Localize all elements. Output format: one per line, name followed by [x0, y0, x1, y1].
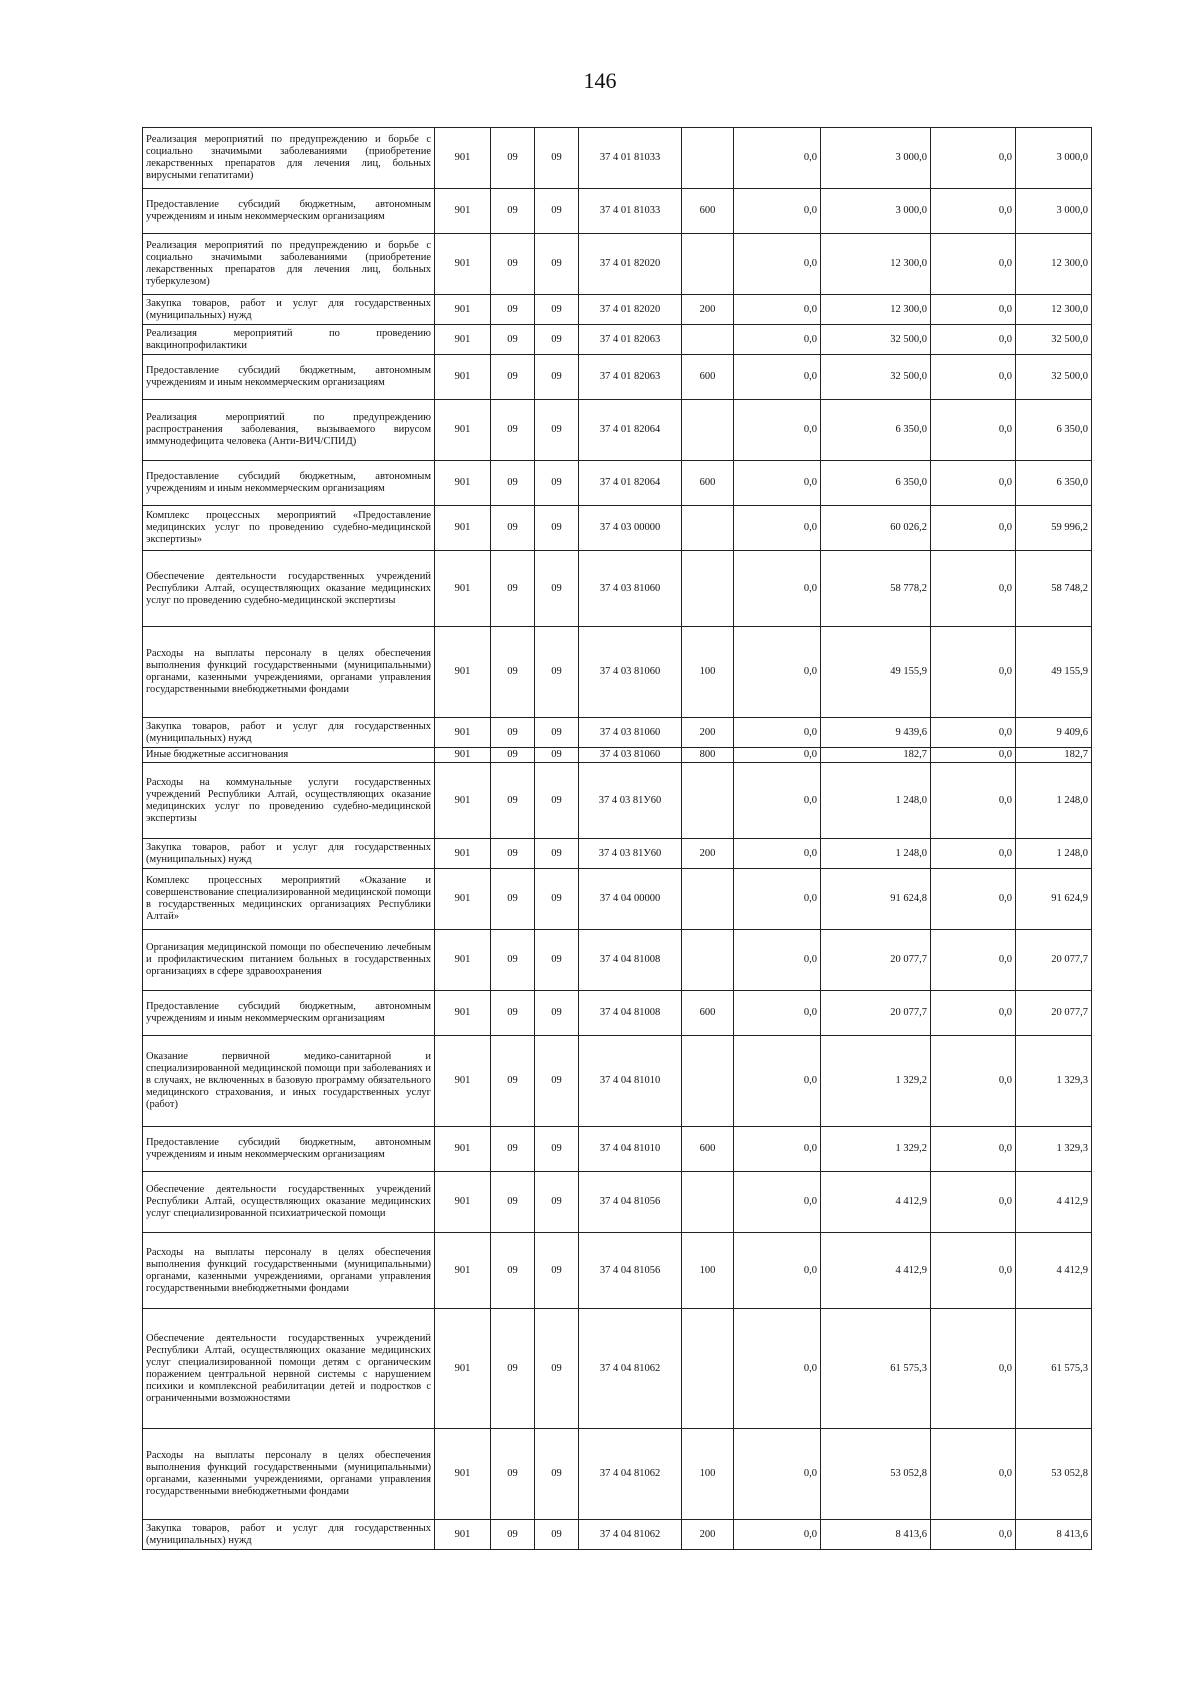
row-subsection-code: 09 — [535, 461, 579, 506]
row-amount-2: 60 026,2 — [821, 506, 931, 551]
row-ministry-code: 901 — [435, 763, 491, 839]
row-target-item-code: 37 4 01 82020 — [579, 234, 682, 295]
row-target-item-code: 37 4 03 81У60 — [579, 763, 682, 839]
row-expense-type-code — [682, 869, 734, 930]
row-amount-4: 1 248,0 — [1016, 763, 1092, 839]
table-row — [143, 551, 1092, 627]
row-target-item-code: 37 4 04 81062 — [579, 1429, 682, 1520]
row-subsection-code: 09 — [535, 189, 579, 234]
row-amount-1: 0,0 — [734, 234, 821, 295]
row-amount-3: 0,0 — [931, 869, 1016, 930]
row-amount-3: 0,0 — [931, 1036, 1016, 1127]
row-target-item-code: 37 4 04 81010 — [579, 1036, 682, 1127]
row-description: Предоставление субсидий бюджетным, автономным учреждениям и иным некоммерческим организациям — [143, 461, 435, 506]
row-description: Реализация мероприятий по предупреждению и борьбе с социально значимыми заболеваниями (приобретение лекарственных препаратов для лечения лиц, больных туберкулезом) — [143, 234, 435, 295]
row-amount-3: 0,0 — [931, 506, 1016, 551]
row-amount-1: 0,0 — [734, 295, 821, 325]
row-amount-2: 4 412,9 — [821, 1172, 931, 1233]
row-amount-2: 6 350,0 — [821, 400, 931, 461]
row-ministry-code: 901 — [435, 1127, 491, 1172]
row-amount-1: 0,0 — [734, 930, 821, 991]
row-amount-2: 49 155,9 — [821, 627, 931, 718]
row-amount-2: 32 500,0 — [821, 325, 931, 355]
row-expense-type-code: 600 — [682, 189, 734, 234]
row-amount-1: 0,0 — [734, 1127, 821, 1172]
row-section-code: 09 — [491, 355, 535, 400]
table-row — [143, 234, 1092, 295]
row-target-item-code: 37 4 03 00000 — [579, 506, 682, 551]
row-target-item-code: 37 4 03 81У60 — [579, 839, 682, 869]
row-ministry-code: 901 — [435, 930, 491, 991]
row-amount-2: 4 412,9 — [821, 1233, 931, 1309]
table-row — [143, 325, 1092, 355]
row-ministry-code: 901 — [435, 461, 491, 506]
row-target-item-code: 37 4 03 81060 — [579, 748, 682, 763]
row-amount-1: 0,0 — [734, 1036, 821, 1127]
row-amount-3: 0,0 — [931, 355, 1016, 400]
table-row — [143, 763, 1092, 839]
table-row — [143, 1172, 1092, 1233]
row-description: Оказание первичной медико-санитарной и специализированной медицинской помощи при заболеваниях и в случаях, не включенных в базовую программу обязательного медицинского страхования, и иных государственных услуг (работ) — [143, 1036, 435, 1127]
row-amount-3: 0,0 — [931, 551, 1016, 627]
row-section-code: 09 — [491, 930, 535, 991]
row-amount-1: 0,0 — [734, 1520, 821, 1550]
table-row — [143, 128, 1092, 189]
row-expense-type-code — [682, 325, 734, 355]
row-description: Реализация мероприятий по предупреждению и борьбе с социально значимыми заболеваниями (приобретение лекарственных препаратов для лечения лиц, больных вирусными гепатитами) — [143, 128, 435, 189]
row-expense-type-code — [682, 551, 734, 627]
row-description: Расходы на выплаты персоналу в целях обеспечения выполнения функций государственными (муниципальными) органами, казенными учреждениями, органами управления государственными внебюджетными фондами — [143, 1233, 435, 1309]
row-amount-1: 0,0 — [734, 1233, 821, 1309]
row-target-item-code: 37 4 01 82063 — [579, 325, 682, 355]
row-amount-3: 0,0 — [931, 1233, 1016, 1309]
row-section-code: 09 — [491, 189, 535, 234]
row-description: Предоставление субсидий бюджетным, автономным учреждениям и иным некоммерческим организациям — [143, 355, 435, 400]
row-amount-2: 1 248,0 — [821, 839, 931, 869]
row-amount-1: 0,0 — [734, 128, 821, 189]
table-row — [143, 1127, 1092, 1172]
row-ministry-code: 901 — [435, 718, 491, 748]
row-expense-type-code — [682, 1172, 734, 1233]
table-row — [143, 1233, 1092, 1309]
row-expense-type-code — [682, 400, 734, 461]
row-amount-4: 49 155,9 — [1016, 627, 1092, 718]
row-amount-3: 0,0 — [931, 930, 1016, 991]
row-amount-3: 0,0 — [931, 991, 1016, 1036]
row-amount-2: 6 350,0 — [821, 461, 931, 506]
table-row — [143, 839, 1092, 869]
row-description: Расходы на выплаты персоналу в целях обеспечения выполнения функций государственными (муниципальными) органами, казенными учреждениями, органами управления государственными внебюджетными фондами — [143, 627, 435, 718]
table-row — [143, 295, 1092, 325]
row-amount-4: 8 413,6 — [1016, 1520, 1092, 1550]
row-amount-2: 20 077,7 — [821, 930, 931, 991]
table-body — [143, 128, 1092, 1550]
row-target-item-code: 37 4 01 81033 — [579, 128, 682, 189]
row-section-code: 09 — [491, 234, 535, 295]
row-expense-type-code: 600 — [682, 461, 734, 506]
row-ministry-code: 901 — [435, 991, 491, 1036]
row-description: Иные бюджетные ассигнования — [143, 748, 435, 763]
row-amount-2: 32 500,0 — [821, 355, 931, 400]
row-expense-type-code: 200 — [682, 718, 734, 748]
row-expense-type-code: 200 — [682, 295, 734, 325]
row-description: Организация медицинской помощи по обеспечению лечебным и профилактическим питанием больных в государственных организациях в сфере здравоохранения — [143, 930, 435, 991]
row-amount-3: 0,0 — [931, 128, 1016, 189]
row-amount-4: 4 412,9 — [1016, 1172, 1092, 1233]
row-amount-2: 3 000,0 — [821, 189, 931, 234]
row-amount-4: 61 575,3 — [1016, 1309, 1092, 1429]
row-ministry-code: 901 — [435, 627, 491, 718]
row-description: Комплекс процессных мероприятий «Оказание и совершенствование специализированной медицинской помощи в государственных медицинских организациях Республики Алтай» — [143, 869, 435, 930]
row-amount-1: 0,0 — [734, 551, 821, 627]
row-amount-3: 0,0 — [931, 234, 1016, 295]
row-subsection-code: 09 — [535, 869, 579, 930]
row-amount-4: 182,7 — [1016, 748, 1092, 763]
row-amount-2: 58 778,2 — [821, 551, 931, 627]
row-ministry-code: 901 — [435, 1172, 491, 1233]
row-amount-4: 12 300,0 — [1016, 295, 1092, 325]
row-ministry-code: 901 — [435, 748, 491, 763]
row-amount-2: 9 439,6 — [821, 718, 931, 748]
row-subsection-code: 09 — [535, 763, 579, 839]
row-expense-type-code — [682, 506, 734, 551]
row-subsection-code: 09 — [535, 325, 579, 355]
row-ministry-code: 901 — [435, 400, 491, 461]
row-target-item-code: 37 4 04 81010 — [579, 1127, 682, 1172]
row-amount-1: 0,0 — [734, 718, 821, 748]
row-amount-4: 20 077,7 — [1016, 991, 1092, 1036]
row-description: Закупка товаров, работ и услуг для государственных (муниципальных) нужд — [143, 839, 435, 869]
row-expense-type-code — [682, 128, 734, 189]
row-ministry-code: 901 — [435, 325, 491, 355]
row-amount-2: 1 329,2 — [821, 1036, 931, 1127]
row-subsection-code: 09 — [535, 551, 579, 627]
row-amount-1: 0,0 — [734, 627, 821, 718]
row-amount-4: 32 500,0 — [1016, 325, 1092, 355]
row-expense-type-code — [682, 1036, 734, 1127]
row-ministry-code: 901 — [435, 234, 491, 295]
row-amount-3: 0,0 — [931, 295, 1016, 325]
row-subsection-code: 09 — [535, 839, 579, 869]
row-section-code: 09 — [491, 1036, 535, 1127]
row-amount-3: 0,0 — [931, 1127, 1016, 1172]
row-expense-type-code — [682, 1309, 734, 1429]
row-description: Закупка товаров, работ и услуг для государственных (муниципальных) нужд — [143, 1520, 435, 1550]
row-amount-2: 3 000,0 — [821, 128, 931, 189]
table-row — [143, 400, 1092, 461]
row-subsection-code: 09 — [535, 234, 579, 295]
row-section-code: 09 — [491, 763, 535, 839]
row-section-code: 09 — [491, 325, 535, 355]
row-amount-1: 0,0 — [734, 748, 821, 763]
row-section-code: 09 — [491, 839, 535, 869]
row-ministry-code: 901 — [435, 1233, 491, 1309]
row-amount-3: 0,0 — [931, 325, 1016, 355]
row-amount-2: 53 052,8 — [821, 1429, 931, 1520]
row-section-code: 09 — [491, 627, 535, 718]
row-amount-3: 0,0 — [931, 189, 1016, 234]
row-amount-4: 91 624,9 — [1016, 869, 1092, 930]
row-subsection-code: 09 — [535, 1172, 579, 1233]
row-target-item-code: 37 4 04 81056 — [579, 1233, 682, 1309]
row-amount-4: 59 996,2 — [1016, 506, 1092, 551]
row-expense-type-code: 100 — [682, 1233, 734, 1309]
row-target-item-code: 37 4 01 82063 — [579, 355, 682, 400]
row-ministry-code: 901 — [435, 1036, 491, 1127]
page-number: 146 — [583, 68, 617, 93]
row-section-code: 09 — [491, 506, 535, 551]
row-section-code: 09 — [491, 1172, 535, 1233]
row-amount-1: 0,0 — [734, 400, 821, 461]
row-amount-2: 1 329,2 — [821, 1127, 931, 1172]
row-amount-1: 0,0 — [734, 461, 821, 506]
row-amount-3: 0,0 — [931, 718, 1016, 748]
row-section-code: 09 — [491, 991, 535, 1036]
row-expense-type-code: 600 — [682, 355, 734, 400]
table-row — [143, 506, 1092, 551]
row-subsection-code: 09 — [535, 400, 579, 461]
row-ministry-code: 901 — [435, 551, 491, 627]
row-amount-4: 3 000,0 — [1016, 128, 1092, 189]
row-expense-type-code — [682, 234, 734, 295]
row-amount-3: 0,0 — [931, 1520, 1016, 1550]
row-subsection-code: 09 — [535, 1309, 579, 1429]
table-row — [143, 930, 1092, 991]
row-amount-1: 0,0 — [734, 1429, 821, 1520]
row-expense-type-code: 200 — [682, 839, 734, 869]
row-ministry-code: 901 — [435, 869, 491, 930]
row-ministry-code: 901 — [435, 189, 491, 234]
row-section-code: 09 — [491, 1520, 535, 1550]
row-ministry-code: 901 — [435, 506, 491, 551]
row-description: Обеспечение деятельности государственных учреждений Республики Алтай, осуществляющих оказание медицинских услуг специализированной помощи детям с органическим поражением центральной нервной системы с нарушением психики и комплексной реабилитации детей и подростков с ограниченными возможностями — [143, 1309, 435, 1429]
row-subsection-code: 09 — [535, 1036, 579, 1127]
row-ministry-code: 901 — [435, 1429, 491, 1520]
row-description: Обеспечение деятельности государственных учреждений Республики Алтай, осуществляющих оказание медицинских услуг по проведению судебно-медицинской экспертизы — [143, 551, 435, 627]
row-target-item-code: 37 4 01 82064 — [579, 400, 682, 461]
table-row — [143, 189, 1092, 234]
row-amount-4: 3 000,0 — [1016, 189, 1092, 234]
row-target-item-code: 37 4 01 81033 — [579, 189, 682, 234]
row-description: Обеспечение деятельности государственных учреждений Республики Алтай, осуществляющих оказание медицинских услуг специализированной психиатрической помощи — [143, 1172, 435, 1233]
row-ministry-code: 901 — [435, 355, 491, 400]
row-target-item-code: 37 4 04 81008 — [579, 991, 682, 1036]
row-description: Предоставление субсидий бюджетным, автономным учреждениям и иным некоммерческим организациям — [143, 991, 435, 1036]
table-row — [143, 355, 1092, 400]
row-amount-4: 58 748,2 — [1016, 551, 1092, 627]
row-ministry-code: 901 — [435, 295, 491, 325]
row-amount-4: 9 409,6 — [1016, 718, 1092, 748]
row-amount-3: 0,0 — [931, 627, 1016, 718]
table-row — [143, 1520, 1092, 1550]
row-target-item-code: 37 4 04 81056 — [579, 1172, 682, 1233]
row-section-code: 09 — [491, 551, 535, 627]
row-description: Комплекс процессных мероприятий «Предоставление медицинских услуг по проведению судебно-медицинской экспертизы» — [143, 506, 435, 551]
row-description: Закупка товаров, работ и услуг для государственных (муниципальных) нужд — [143, 295, 435, 325]
row-ministry-code: 901 — [435, 1309, 491, 1429]
row-amount-1: 0,0 — [734, 839, 821, 869]
table-row — [143, 748, 1092, 763]
row-target-item-code: 37 4 03 81060 — [579, 718, 682, 748]
row-subsection-code: 09 — [535, 1520, 579, 1550]
row-amount-1: 0,0 — [734, 189, 821, 234]
row-amount-3: 0,0 — [931, 400, 1016, 461]
table-row — [143, 991, 1092, 1036]
row-target-item-code: 37 4 04 00000 — [579, 869, 682, 930]
row-target-item-code: 37 4 03 81060 — [579, 551, 682, 627]
row-subsection-code: 09 — [535, 1127, 579, 1172]
row-section-code: 09 — [491, 461, 535, 506]
row-amount-1: 0,0 — [734, 1309, 821, 1429]
row-amount-4: 20 077,7 — [1016, 930, 1092, 991]
table-row — [143, 627, 1092, 718]
table-row — [143, 1309, 1092, 1429]
row-expense-type-code: 600 — [682, 1127, 734, 1172]
row-amount-2: 20 077,7 — [821, 991, 931, 1036]
row-amount-3: 0,0 — [931, 1172, 1016, 1233]
row-section-code: 09 — [491, 718, 535, 748]
table-row — [143, 1429, 1092, 1520]
row-subsection-code: 09 — [535, 295, 579, 325]
row-subsection-code: 09 — [535, 718, 579, 748]
table-row — [143, 1036, 1092, 1127]
row-amount-2: 12 300,0 — [821, 234, 931, 295]
row-section-code: 09 — [491, 748, 535, 763]
row-amount-4: 6 350,0 — [1016, 461, 1092, 506]
row-amount-4: 1 329,3 — [1016, 1127, 1092, 1172]
row-description: Реализация мероприятий по предупреждению распространения заболевания, вызываемого вирусом иммунодефицита человека (Анти-ВИЧ/СПИД) — [143, 400, 435, 461]
row-subsection-code: 09 — [535, 748, 579, 763]
row-amount-4: 12 300,0 — [1016, 234, 1092, 295]
row-expense-type-code: 800 — [682, 748, 734, 763]
row-amount-1: 0,0 — [734, 1172, 821, 1233]
budget-table — [142, 127, 1092, 1550]
row-subsection-code: 09 — [535, 128, 579, 189]
table-row — [143, 461, 1092, 506]
row-amount-4: 4 412,9 — [1016, 1233, 1092, 1309]
row-amount-4: 1 329,3 — [1016, 1036, 1092, 1127]
row-subsection-code: 09 — [535, 1233, 579, 1309]
row-target-item-code: 37 4 01 82064 — [579, 461, 682, 506]
row-ministry-code: 901 — [435, 839, 491, 869]
row-amount-1: 0,0 — [734, 869, 821, 930]
row-amount-4: 1 248,0 — [1016, 839, 1092, 869]
row-description: Предоставление субсидий бюджетным, автономным учреждениям и иным некоммерческим организациям — [143, 1127, 435, 1172]
row-amount-2: 1 248,0 — [821, 763, 931, 839]
row-amount-3: 0,0 — [931, 748, 1016, 763]
row-subsection-code: 09 — [535, 1429, 579, 1520]
row-subsection-code: 09 — [535, 506, 579, 551]
row-subsection-code: 09 — [535, 627, 579, 718]
row-target-item-code: 37 4 04 81008 — [579, 930, 682, 991]
row-expense-type-code: 200 — [682, 1520, 734, 1550]
row-expense-type-code: 600 — [682, 991, 734, 1036]
row-description: Предоставление субсидий бюджетным, автономным учреждениям и иным некоммерческим организациям — [143, 189, 435, 234]
row-section-code: 09 — [491, 295, 535, 325]
row-section-code: 09 — [491, 1233, 535, 1309]
row-amount-3: 0,0 — [931, 1309, 1016, 1429]
row-section-code: 09 — [491, 869, 535, 930]
row-description: Закупка товаров, работ и услуг для государственных (муниципальных) нужд — [143, 718, 435, 748]
row-expense-type-code: 100 — [682, 627, 734, 718]
row-section-code: 09 — [491, 1429, 535, 1520]
row-amount-2: 91 624,8 — [821, 869, 931, 930]
row-target-item-code: 37 4 04 81062 — [579, 1309, 682, 1429]
row-description: Расходы на коммунальные услуги государственных учреждений Республики Алтай, осуществляющих оказание медицинских услуг по проведению судебно-медицинской экспертизы — [143, 763, 435, 839]
row-amount-4: 6 350,0 — [1016, 400, 1092, 461]
row-amount-4: 53 052,8 — [1016, 1429, 1092, 1520]
row-section-code: 09 — [491, 1309, 535, 1429]
table-row — [143, 718, 1092, 748]
row-amount-1: 0,0 — [734, 991, 821, 1036]
row-description: Расходы на выплаты персоналу в целях обеспечения выполнения функций государственными (муниципальными) органами, казенными учреждениями, органами управления государственными внебюджетными фондами — [143, 1429, 435, 1520]
row-expense-type-code — [682, 763, 734, 839]
row-amount-3: 0,0 — [931, 1429, 1016, 1520]
row-amount-1: 0,0 — [734, 763, 821, 839]
row-target-item-code: 37 4 01 82020 — [579, 295, 682, 325]
row-target-item-code: 37 4 04 81062 — [579, 1520, 682, 1550]
row-target-item-code: 37 4 03 81060 — [579, 627, 682, 718]
row-section-code: 09 — [491, 128, 535, 189]
row-section-code: 09 — [491, 1127, 535, 1172]
row-ministry-code: 901 — [435, 128, 491, 189]
row-amount-1: 0,0 — [734, 506, 821, 551]
row-amount-2: 12 300,0 — [821, 295, 931, 325]
row-amount-1: 0,0 — [734, 325, 821, 355]
row-amount-3: 0,0 — [931, 763, 1016, 839]
row-amount-3: 0,0 — [931, 461, 1016, 506]
row-expense-type-code — [682, 930, 734, 991]
row-amount-1: 0,0 — [734, 355, 821, 400]
row-ministry-code: 901 — [435, 1520, 491, 1550]
row-amount-2: 182,7 — [821, 748, 931, 763]
row-description: Реализация мероприятий по проведению вакцинопрофилактики — [143, 325, 435, 355]
row-amount-2: 8 413,6 — [821, 1520, 931, 1550]
row-expense-type-code: 100 — [682, 1429, 734, 1520]
row-subsection-code: 09 — [535, 991, 579, 1036]
row-subsection-code: 09 — [535, 355, 579, 400]
row-subsection-code: 09 — [535, 930, 579, 991]
row-amount-2: 61 575,3 — [821, 1309, 931, 1429]
row-amount-3: 0,0 — [931, 839, 1016, 869]
row-section-code: 09 — [491, 400, 535, 461]
row-amount-4: 32 500,0 — [1016, 355, 1092, 400]
table-row — [143, 869, 1092, 930]
